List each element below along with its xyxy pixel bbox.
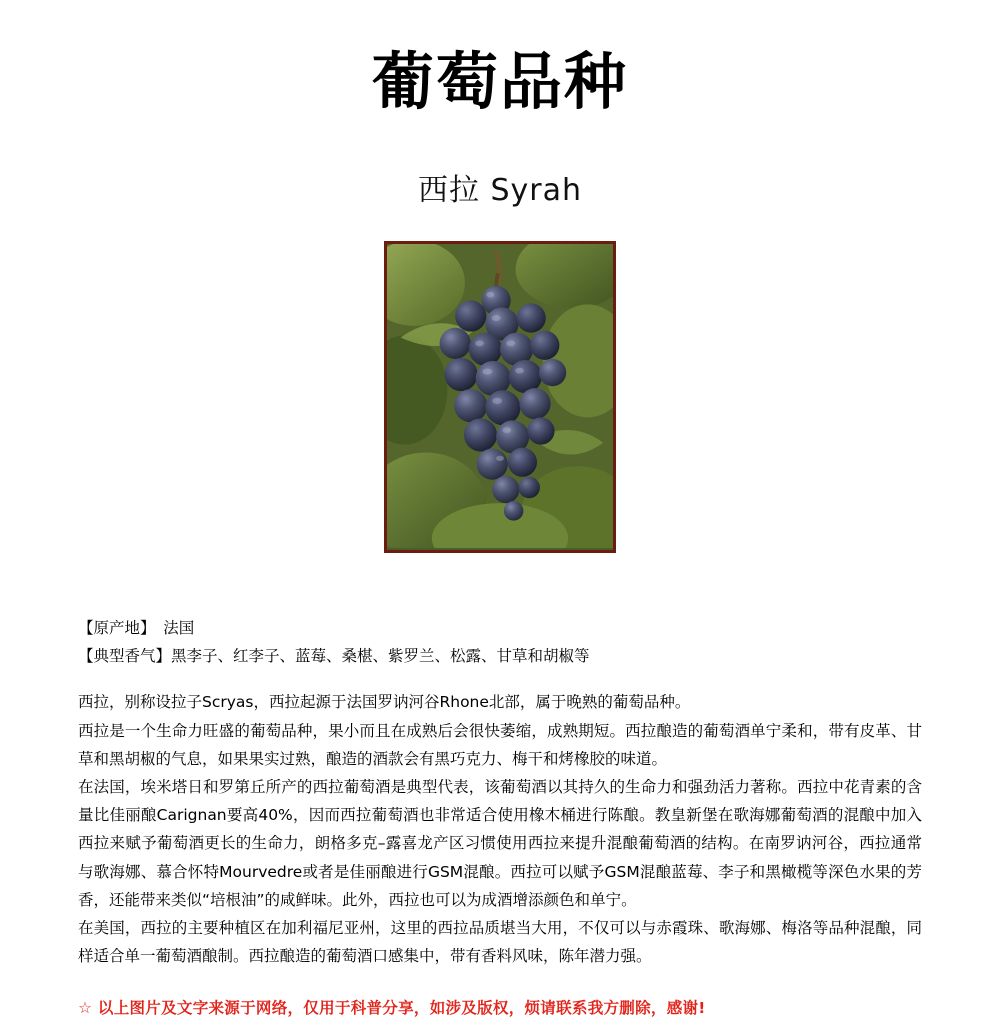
paragraph-2: 西拉是一个生命力旺盛的葡萄品种，果小而且在成熟后会很快萎缩，成熟期短。西拉酿造的葡萄酒单宁柔和，带有皮革、甘草和黑胡椒的气息，如果果实过熟，酿造的酒款会有黑巧克力、梅干和烤橡胶的味道。 [78,721,922,768]
paragraph-3: 在法国，埃米塔日和罗第丘所产的西拉葡萄酒是典型代表，该葡萄酒以其持久的生命力和强劲活力著称。西拉中花青素的含量比佳丽酿Carignan要高40%，因而西拉葡萄酒也非常适合使用橡木桶进行陈酿。教皇新堡在歌海娜葡萄酒的混酿中加入西拉来赋予葡萄酒更长的生命力，朗格多克–露喜龙产区习惯使用西拉来提升混酿葡萄酒的结构。在南罗讷河谷，西拉通常与歌海娜、慕合怀特Mourvedre或者是佳丽酿进行GSM混酿。西拉可以赋予GSM混酿蓝莓、李子和黑橄榄等深色水果的芳香，还能带来类似“培根油”的咸鲜味。此外，西拉也可以为成酒增添颜色和单宁。 [78,778,922,909]
page-subtitle: 西拉 Syrah [417,173,583,209]
description-text [78,688,922,970]
paragraph-1: 西拉，别称设拉子Scryas，西拉起源于法国罗讷河谷Rhone北部，属于晚熟的葡萄品种。 [78,693,691,712]
disclaimer-note: ☆ 以上图片及文字来源于网络，仅用于科普分享，如涉及版权，烦请联系我方删除，感谢! [78,999,706,1018]
article-body [0,615,1000,1018]
meta-aroma: 【典型香气】黑李子、红李子、蓝莓、桑椹、紫罗兰、松露、甘草和胡椒等 [78,646,590,665]
page-title: 葡萄品种 [371,45,628,118]
meta-info [78,615,922,670]
grape-cluster-image [387,244,613,548]
grape-photo-frame [384,241,616,553]
paragraph-4: 在美国，西拉的主要种植区在加利福尼亚州，这里的西拉品质堪当大用，不仅可以与赤霞珠、歌海娜、梅洛等品种混酿，同样适合单一葡萄酒酿制。西拉酿造的葡萄酒口感集中，带有香料风味，陈年潜力强。 [78,919,922,966]
meta-origin: 【原产地】 法国 [78,619,195,638]
